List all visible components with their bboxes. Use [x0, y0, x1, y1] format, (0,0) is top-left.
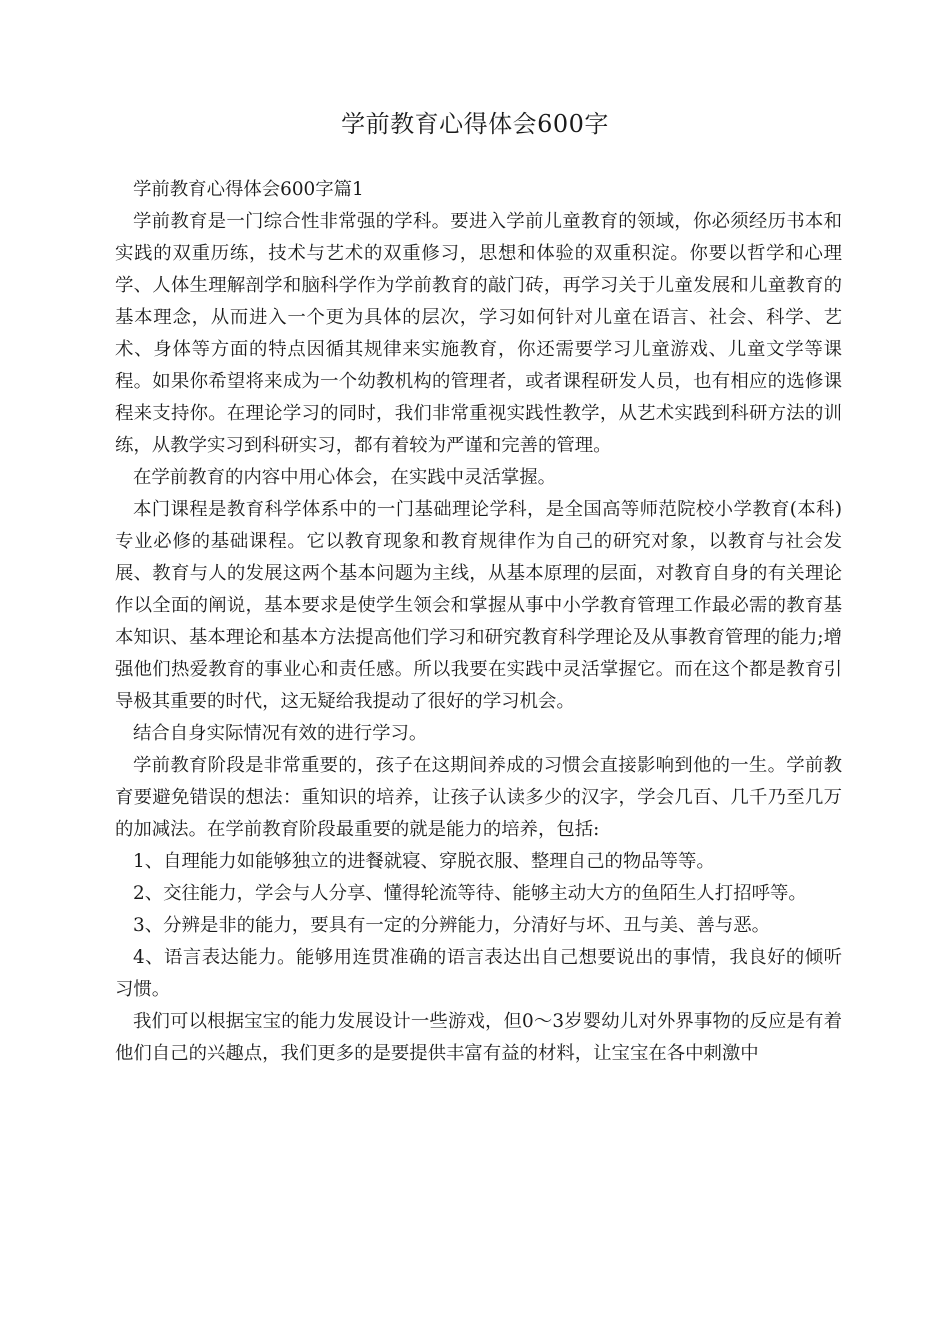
paragraph: 我们可以根据宝宝的能力发展设计一些游戏，但0～3岁婴幼儿对外界事物的反应是有着他们自己的兴趣点，我们更多的是要提供丰富有益的材料，让宝宝在各中刺激中 [115, 1011, 842, 1064]
paragraph: 学前教育是一门综合性非常强的学科。要进入学前儿童教育的领域，你必须经历书本和实践的双重历练，技术与艺术的双重修习，思想和体验的双重积淀。你要以哲学和心理学、人体生理解剖学和脑科学作为学前教育的敲门砖，再学习关于儿童发展和儿童教育的基本理念，从而进入一个更为具体的层次，学习如何针对儿童在语言、社会、科学、艺术、身体等方面的特点因循其规律来实施教育，你还需要学习儿童游戏、儿童文学等课程。如果你希望将来成为一个幼教机构的管理者，或者课程研发人员，也有相应的选修课程来支持你。在理论学习的同时，我们非常重视实践性教学，从艺术实践到科研方法的训练，从教学实习到科研实习，都有着较为严谨和完善的管理。 [115, 211, 842, 456]
paragraph: 本门课程是教育科学体系中的一门基础理论学科，是全国高等师范院校小学教育(本科)专业必修的基础课程。它以教育现象和教育规律作为自己的研究对象，以教育与社会发展、教育与人的发展这两个基本问题为主线，从基本原理的层面，对教育自身的有关理论作以全面的阐说，基本要求是使学生领会和掌握从事中小学教育管理工作最必需的教育基本知识、基本理论和基本方法提高他们学习和研究教育科学理论及从事教育管理的能力;增强他们热爱教育的事业心和责任感。所以我要在实践中灵活掌握它。而在这个都是教育引导极其重要的时代，这无疑给我提动了很好的学习机会。 [115, 499, 842, 712]
list-item: 3、分辨是非的能力，要具有一定的分辨能力，分清好与坏、丑与美、善与恶。 [133, 915, 770, 936]
section-heading: 学前教育心得体会600字篇1 [133, 179, 364, 200]
paragraph: 学前教育阶段是非常重要的，孩子在这期间养成的习惯会直接影响到他的一生。学前教育要避免错误的想法：重知识的培养，让孩子认读多少的汉字，学会几百、几千乃至几万的加减法。在学前教育阶段最重要的就是能力的培养，包括: [115, 755, 842, 840]
paragraph: 结合自身实际情况有效的进行学习。 [133, 723, 428, 744]
list-item: 2、交往能力，学会与人分享、懂得轮流等待、能够主动大方的鱼陌生人打招呼等。 [133, 883, 807, 904]
paragraph: 在学前教育的内容中用心体会，在实践中灵活掌握。 [133, 467, 556, 488]
list-item: 1、自理能力如能够独立的进餐就寝、穿脱衣服、整理自己的物品等等。 [133, 851, 715, 872]
list-item: 4、语言表达能力。能够用连贯准确的语言表达出自己想要说出的事情，我良好的倾听习惯。 [115, 947, 842, 1000]
document-body [115, 174, 842, 1070]
document-title: 学前教育心得体会600字 [341, 110, 609, 138]
